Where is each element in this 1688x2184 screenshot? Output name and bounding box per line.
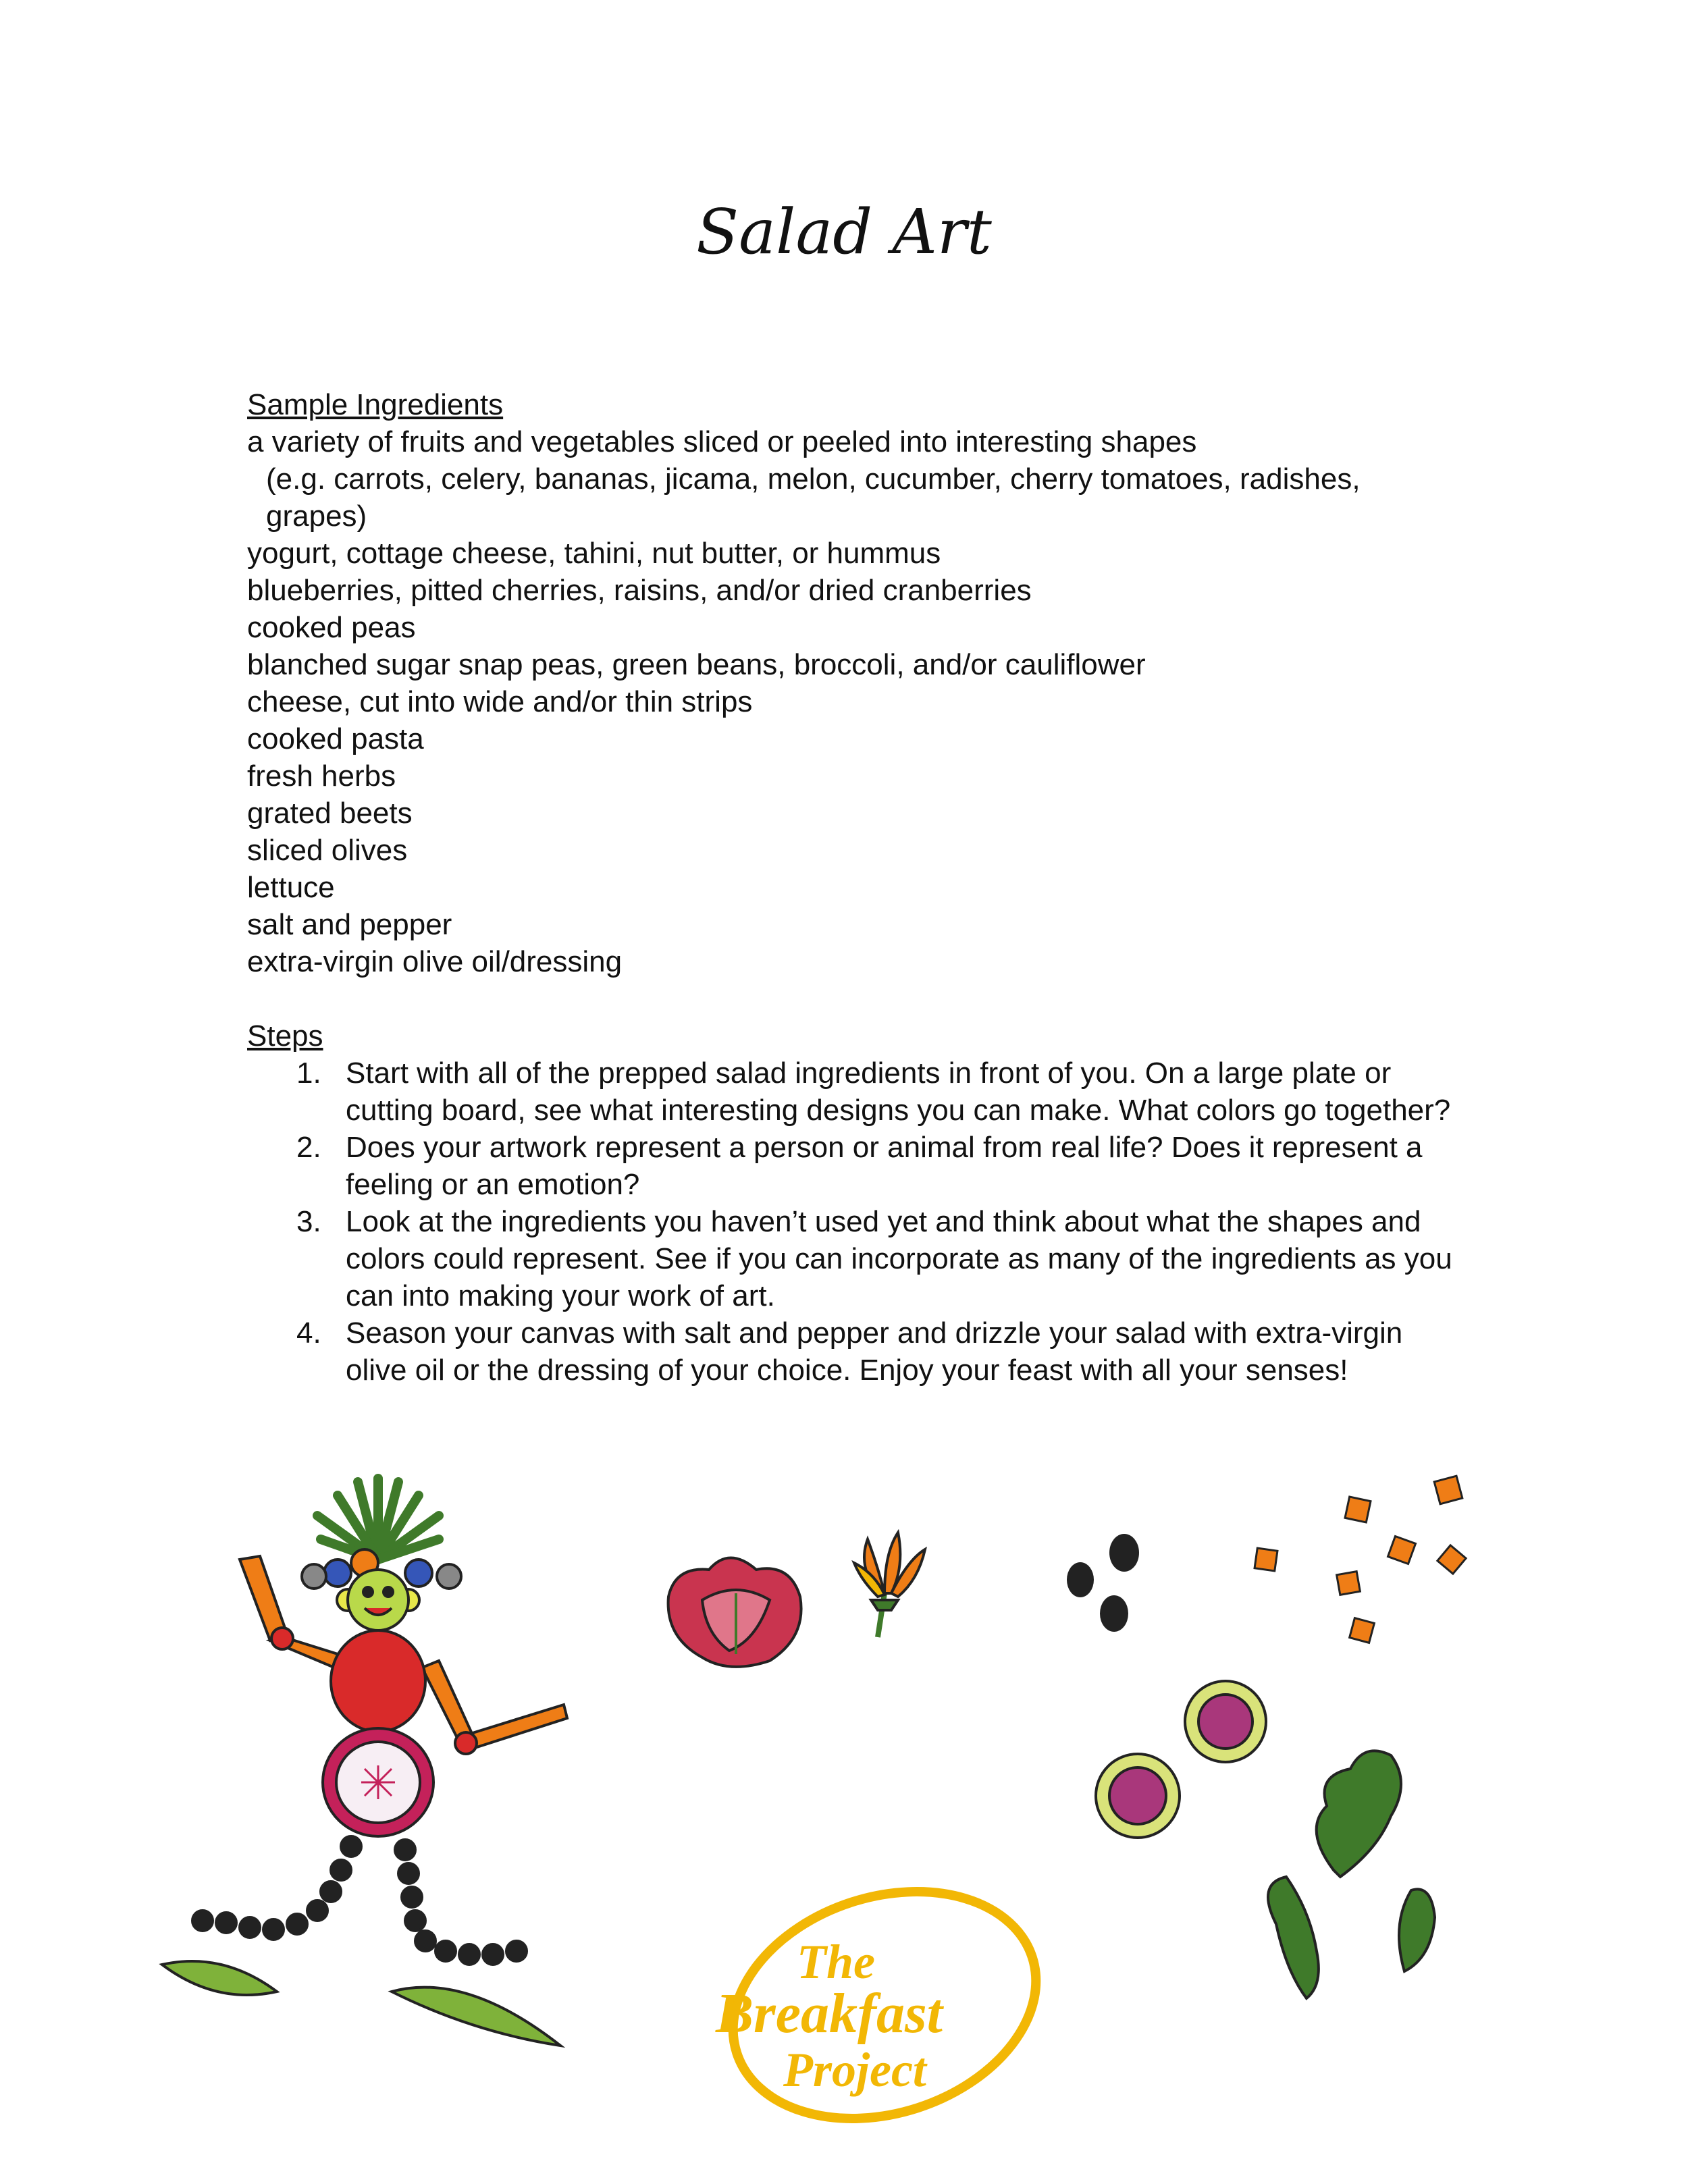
breakfast-project-logo [704, 1855, 1065, 2156]
step-item [247, 1314, 1456, 1389]
step-item [247, 1203, 1456, 1314]
steps-heading: Steps [247, 1019, 323, 1053]
ingredient-item: blueberries, pitted cherries, raisins, and/or dried cranberries [247, 574, 1032, 607]
radish-slices-illustration [1096, 1681, 1266, 1838]
recipe-body [247, 386, 1456, 1389]
page-title: Salad Art [696, 196, 992, 268]
ingredient-item: grated beets [247, 797, 413, 830]
ingredient-item: cheese, cut into wide and/or thin strips [247, 685, 753, 718]
raisins-illustration [1067, 1534, 1139, 1632]
step-text: Does your artwork represent a person or animal from real life? Does it represent a feeling or an emotion? [346, 1131, 1423, 1201]
step-item [247, 1129, 1456, 1203]
step-number: 3. [296, 1205, 321, 1238]
ingredient-item: fresh herbs [247, 760, 396, 793]
salad-person-illustration [162, 1479, 567, 2046]
ingredient-item: extra-virgin olive oil/dressing [247, 945, 623, 978]
step-item [247, 1055, 1456, 1129]
step-number: 4. [296, 1316, 321, 1350]
step-text: Look at the ingredients you haven’t used yet and think about what the shapes and colors could represent. See if you can incorporate as many of the ingredients as you can into making your work of art. [346, 1205, 1452, 1312]
step-text: Season your canvas with salt and pepper and drizzle your salad with extra-virgin olive oil or the dressing of your choice. Enjoy your feast with all your senses! [346, 1316, 1403, 1387]
ingredient-item: (e.g. carrots, celery, bananas, jicama, melon, cucumber, cherry tomatoes, radishes, grapes) [266, 462, 1361, 533]
logo-line1: The [797, 1935, 875, 1989]
ingredient-item: a variety of fruits and vegetables sliced or peeled into interesting shapes [247, 425, 1197, 458]
flower-illustration [854, 1533, 925, 1637]
step-number: 1. [296, 1057, 321, 1090]
logo-line2: Breakfast [716, 1982, 943, 2045]
ingredient-item: yogurt, cottage cheese, tahini, nut butter, or hummus [247, 537, 941, 570]
steps-list [247, 1055, 1456, 1389]
ingredient-item: cooked pasta [247, 722, 424, 755]
step-number: 2. [296, 1131, 321, 1164]
lettuce-illustration [668, 1558, 801, 1667]
arugula-illustration [1268, 1751, 1435, 1998]
ingredient-item: lettuce [247, 871, 335, 904]
logo-line3: Project [783, 2043, 926, 2097]
ingredient-item: cooked peas [247, 611, 416, 644]
ingredient-item: sliced olives [247, 834, 408, 867]
ingredients-heading: Sample Ingredients [247, 388, 504, 421]
carrot-cubes-illustration [1255, 1476, 1466, 1643]
ingredient-item: salt and pepper [247, 908, 452, 941]
ingredients-list [247, 423, 1456, 980]
ingredient-item: blanched sugar snap peas, green beans, broccoli, and/or cauliflower [247, 648, 1146, 681]
step-text: Start with all of the prepped salad ingredients in front of you. On a large plate or cutting board, see what interesting designs you can make. What colors go together? [346, 1057, 1451, 1127]
illustrations [0, 1438, 1688, 2184]
